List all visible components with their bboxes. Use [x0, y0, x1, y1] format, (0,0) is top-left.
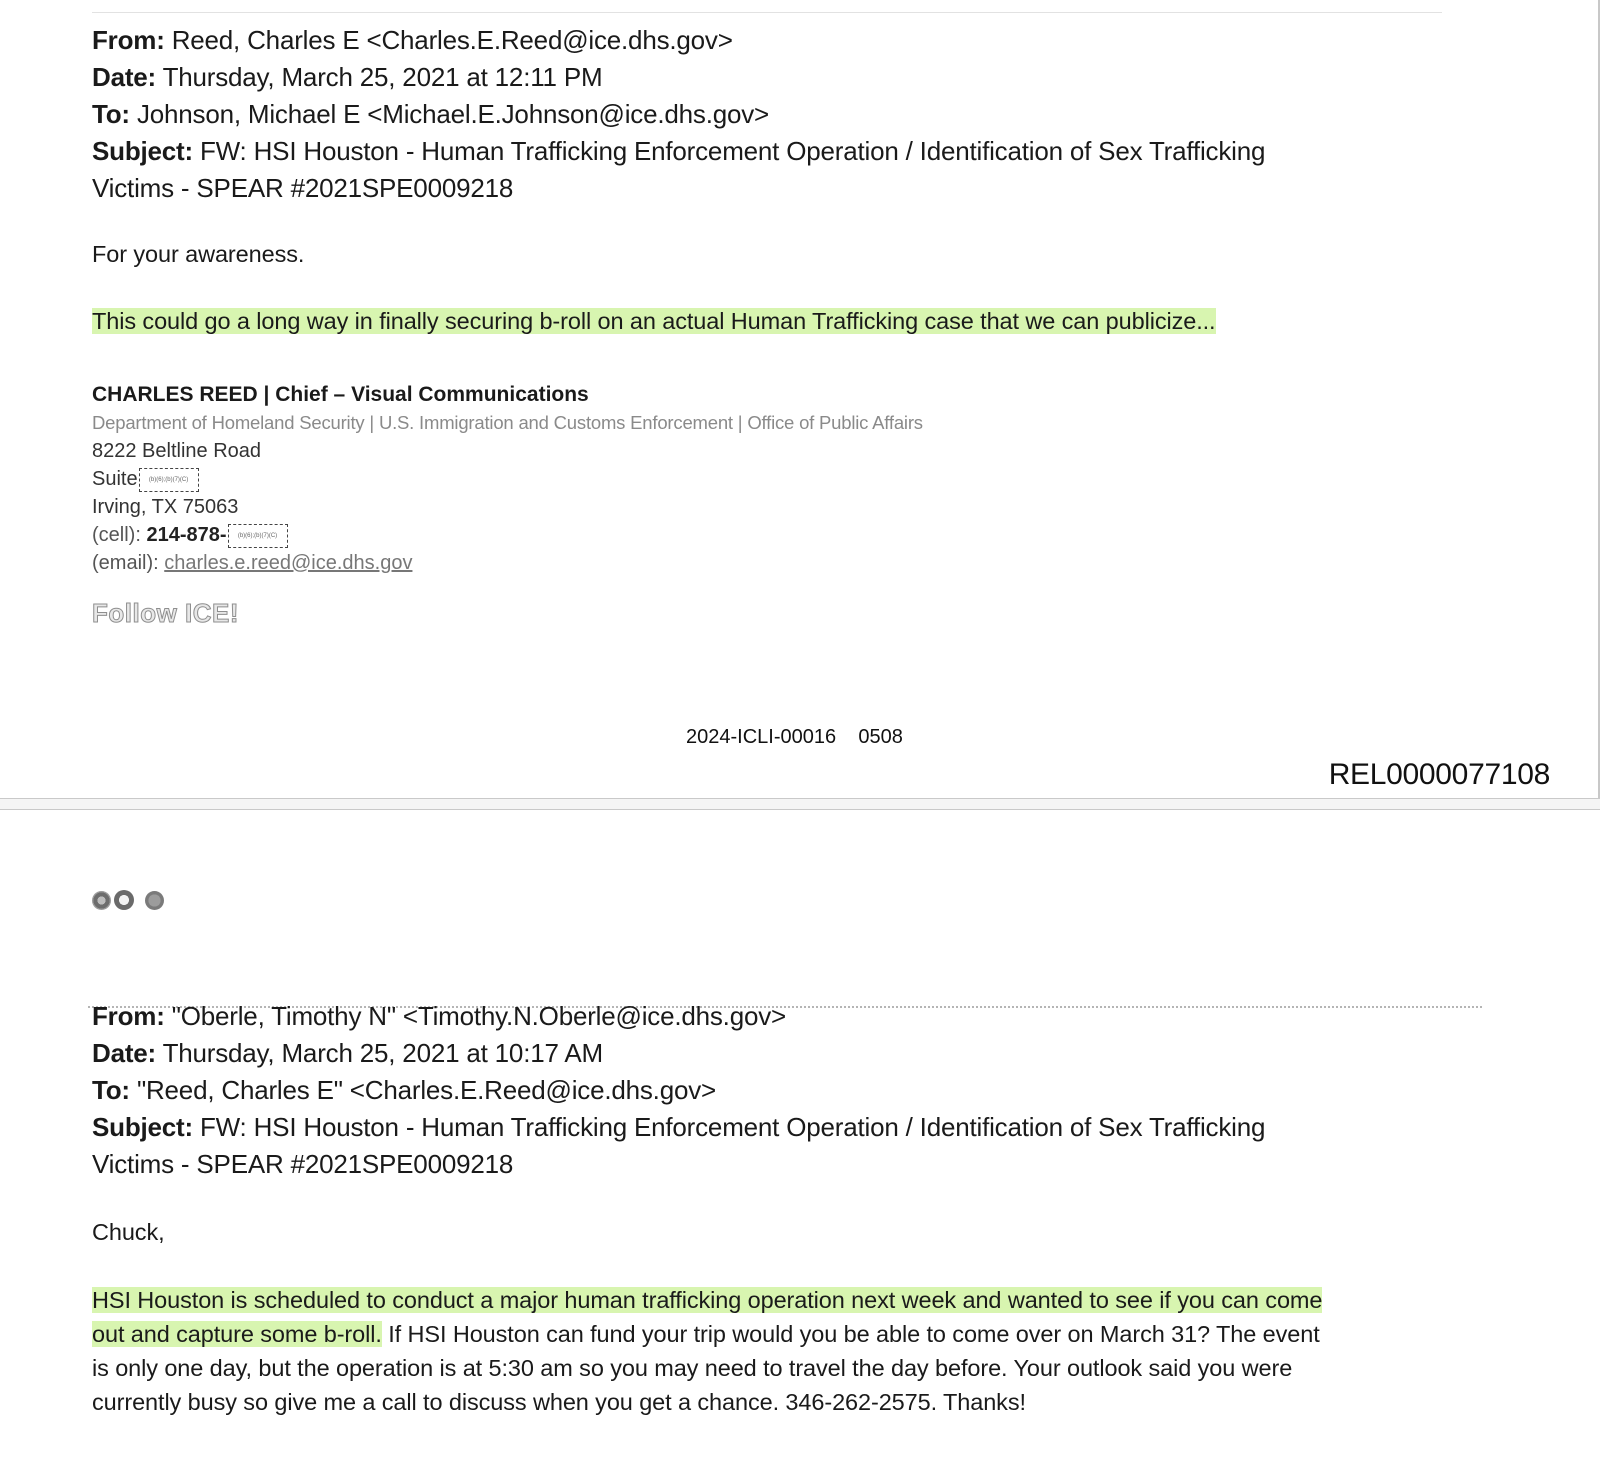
email-header-1 — [92, 22, 1265, 207]
cell-number: 214-878- — [146, 524, 227, 546]
body-line-4: currently busy so give me a call to discuss when you get a chance. 346-262-2575. Thanks! — [92, 1389, 1026, 1415]
subject-label: Subject: — [92, 136, 193, 166]
redaction-box-cell: (b)(6);(b)(7)(C) — [228, 524, 288, 548]
highlighted-text: HSI Houston is scheduled to conduct a major human trafficking operation next week and wanted to see if you can come — [92, 1287, 1323, 1313]
body-line-1 — [92, 1283, 1322, 1317]
to-value: Johnson, Michael E <Michael.E.Johnson@ice.dhs.gov> — [136, 99, 770, 129]
page-separator — [0, 798, 1600, 810]
email-header-2 — [92, 998, 1265, 1183]
body-paragraph — [92, 1283, 1322, 1419]
from-value: "Oberle, Timothy N" <Timothy.N.Oberle@ice.dhs.gov> — [171, 1001, 787, 1031]
highlighted-text: This could go a long way in finally securing b-roll on an actual Human Trafficking case that we can publicize... — [92, 308, 1216, 334]
date-row — [92, 1035, 1265, 1072]
email-link[interactable]: charles.e.reed@ice.dhs.gov — [164, 552, 413, 574]
body-line-3: is only one day, but the operation is at 5:30 am so you may need to travel the day before. Your outlook said you were — [92, 1355, 1293, 1381]
follow-ice-heading: Follow ICE! — [92, 598, 240, 628]
subject-value-line2: Victims - SPEAR #2021SPE0009218 — [92, 1149, 514, 1179]
highlighted-text: out and capture some b-roll. — [92, 1321, 382, 1347]
date-label: Date: — [92, 62, 157, 92]
from-value: Reed, Charles E <Charles.E.Reed@ice.dhs.gov> — [171, 25, 733, 55]
email-label: (email): — [92, 552, 165, 574]
subject-label: Subject: — [92, 1112, 193, 1142]
from-label: From: — [92, 1001, 165, 1031]
to-row — [92, 1072, 1265, 1109]
subject-value-line1: FW: HSI Houston - Human Trafficking Enforcement Operation / Identification of Sex Trafficking — [200, 1112, 1266, 1142]
to-label: To: — [92, 1075, 130, 1105]
signature-suite — [92, 465, 923, 493]
signature-name-title: CHARLES REED | Chief – Visual Communications — [92, 383, 589, 406]
subject-row — [92, 1109, 1265, 1146]
cell-label: (cell): — [92, 524, 147, 546]
signature-address: 8222 Beltline Road — [92, 440, 262, 462]
from-row — [92, 998, 1265, 1035]
bates-number-center: 2024-ICLI-00016 0508 — [686, 726, 903, 748]
body-highlighted-note — [92, 304, 1216, 338]
subject-value-line2: Victims - SPEAR #2021SPE0009218 — [92, 173, 514, 203]
date-label: Date: — [92, 1038, 157, 1068]
to-row — [92, 96, 1265, 133]
from-label: From: — [92, 25, 165, 55]
date-value: Thursday, March 25, 2021 at 10:17 AM — [162, 1038, 603, 1068]
from-row — [92, 22, 1265, 59]
suite-label: Suite — [92, 468, 138, 490]
date-row — [92, 59, 1265, 96]
redaction-box-suite: (b)(6);(b)(7)(C) — [139, 468, 199, 492]
subject-row — [92, 133, 1265, 170]
document-page-2 — [0, 810, 1600, 1482]
body-line-2 — [92, 1317, 1322, 1351]
header-separator — [92, 12, 1442, 13]
date-value: Thursday, March 25, 2021 at 12:11 PM — [162, 62, 603, 92]
to-label: To: — [92, 99, 130, 129]
body-greeting: Chuck, — [92, 1219, 165, 1245]
signature-cell — [92, 521, 923, 549]
instagram-icon[interactable] — [145, 891, 164, 910]
signature-block — [92, 381, 923, 577]
bates-number-right: REL0000077108 — [1328, 758, 1550, 791]
signature-city: Irving, TX 75063 — [92, 496, 239, 518]
to-value: "Reed, Charles E" <Charles.E.Reed@ice.dhs.gov> — [136, 1075, 717, 1105]
signature-department: Department of Homeland Security | U.S. Immigration and Customs Enforcement | Office of Public Affairs — [92, 412, 923, 433]
twitter-icon[interactable] — [92, 891, 111, 910]
subject-value-line1: FW: HSI Houston - Human Trafficking Enforcement Operation / Identification of Sex Trafficking — [200, 136, 1266, 166]
facebook-icon[interactable] — [114, 890, 134, 910]
social-icons-row — [92, 890, 164, 910]
body-awareness: For your awareness. — [92, 241, 305, 267]
signature-email — [92, 549, 923, 577]
body-text: If HSI Houston can fund your trip would you be able to come over on March 31? The event — [381, 1321, 1320, 1347]
